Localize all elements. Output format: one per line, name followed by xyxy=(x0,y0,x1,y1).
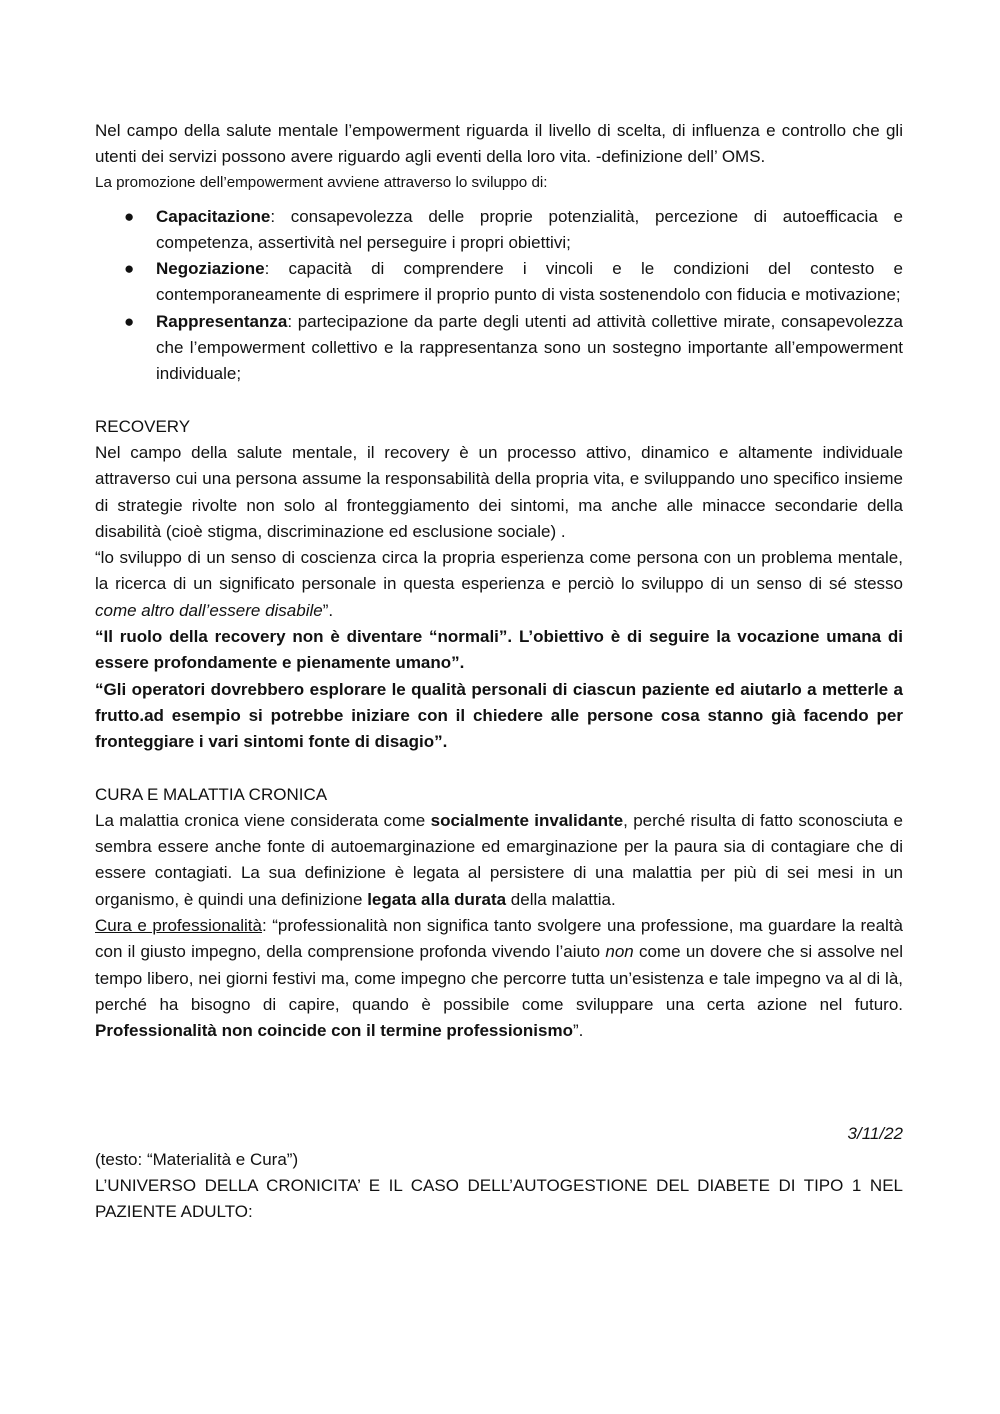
quote-italic: come altro dall’essere disabile xyxy=(95,600,323,620)
source-label: (testo: “Materialità e Cura”) xyxy=(95,1149,299,1169)
cura-heading: CURA E MALATTIA CRONICA xyxy=(95,784,328,804)
list-item xyxy=(124,256,903,309)
intro-subtitle: La promozione dell’empowerment avviene attraverso lo sviluppo di: xyxy=(95,173,548,191)
recovery-bold-quote-2: “Gli operatori dovrebbero esplorare le qualità personali di ciascun paziente ed aiutarlo a metterle a frutto.ad esempio si potrebbe iniziare con il chiedere alle persone cosa stanno già facendo per fronteggiare i vari sintomi fonte di disagio”. xyxy=(95,679,903,752)
cura-paragraph: La malattia cronica viene considerata come socialmente invalidante, perché risulta di fatto sconosciuta e sembra essere anche fonte di autoemarginazione ed emarginazione per la paura sia di contagiare che di essere contagiati. La sua definizione è legata al persistere di una malattia per più di sei mesi in un organismo, è quindi una definizione legata alla durata della malattia. xyxy=(95,810,903,909)
recovery-paragraph: Nel campo della salute mentale, il recovery è un processo attivo, dinamico e altamente individuale attraverso cui una persona assume la responsabilità della propria vita, e sviluppando uno specifico insieme di strategie rivolte non solo al fronteggiamento dei sintomi, ma anche alle minacce secondarie della disabilità (cioè stigma, discriminazione ed esclusione sociale) . xyxy=(95,442,903,541)
bullet-list xyxy=(95,204,903,388)
spacer xyxy=(95,388,903,414)
section-title: L’UNIVERSO DELLA CRONICITA’ E IL CASO DELL’AUTOGESTIONE DEL DIABETE DI TIPO 1 NEL PAZIENTE ADULTO: xyxy=(95,1176,903,1222)
spacer xyxy=(95,756,903,782)
bullet-term: Capacitazione xyxy=(156,206,271,226)
document-page xyxy=(95,118,903,1226)
bullet-icon: ● xyxy=(124,259,135,279)
bullet-term: Negoziazione xyxy=(156,259,265,279)
list-item xyxy=(124,309,903,388)
spacer xyxy=(95,1097,903,1121)
bullet-term: Rappresentanza xyxy=(156,311,288,331)
quote-end: ”. xyxy=(322,600,334,620)
list-item xyxy=(124,204,903,257)
date-label: 3/11/22 xyxy=(847,1123,903,1143)
intro-paragraph: Nel campo della salute mentale l’empowerment riguarda il livello di scelta, di influenza e controllo che gli utenti dei servizi possono avere riguardo agli eventi della loro vita. -definizione dell’ OMS. xyxy=(95,121,903,167)
recovery-heading: RECOVERY xyxy=(95,416,191,436)
spacer xyxy=(95,1045,903,1097)
bullet-text: : capacità di comprendere i vincoli e le condizioni del contesto e contemporaneamente di esprimere il proprio punto di vista sostenendolo con fiducia e motivazione; xyxy=(156,259,903,305)
recovery-bold-quote-1: “Il ruolo della recovery non è diventare “normali”. L’obiettivo è di seguire la vocazione umana di essere profondamente e pienamente umano”. xyxy=(95,627,903,673)
professionalita-paragraph: Cura e professionalità: “professionalità non significa tanto svolgere una professione, ma guardare la realtà con il giusto impegno, della comprensione profonda vivendo l’aiuto non come un dovere che si assolve nel tempo libero, nei giorni festivi ma, come impegno che percorre tutta un’esistenza e tale impegno va al di là, perché ha bisogno di capire, quando è possibile come sviluppare una certa azione nel futuro. Professionalità non coincide con il termine professionismo”. xyxy=(95,916,903,1041)
recovery-quote xyxy=(95,545,903,624)
quote-text: “lo sviluppo di un senso di coscienza circa la propria esperienza come persona con un problema mentale, la ricerca di un significato personale in questa esperienza e perciò lo sviluppo di un senso di sé stesso xyxy=(95,548,903,594)
bullet-icon: ● xyxy=(124,206,135,226)
bullet-text: : partecipazione da parte degli utenti ad attività collettive mirate, consapevolezza che l’empowerment collettivo e la rappresentanza sono un sostegno importante all’empowerment individuale; xyxy=(156,311,903,384)
bullet-icon: ● xyxy=(124,311,135,331)
bullet-text: : consapevolezza delle proprie potenzialità, percezione di autoefficacia e competenza, assertività nel perseguire i propri obiettivi; xyxy=(156,206,903,252)
